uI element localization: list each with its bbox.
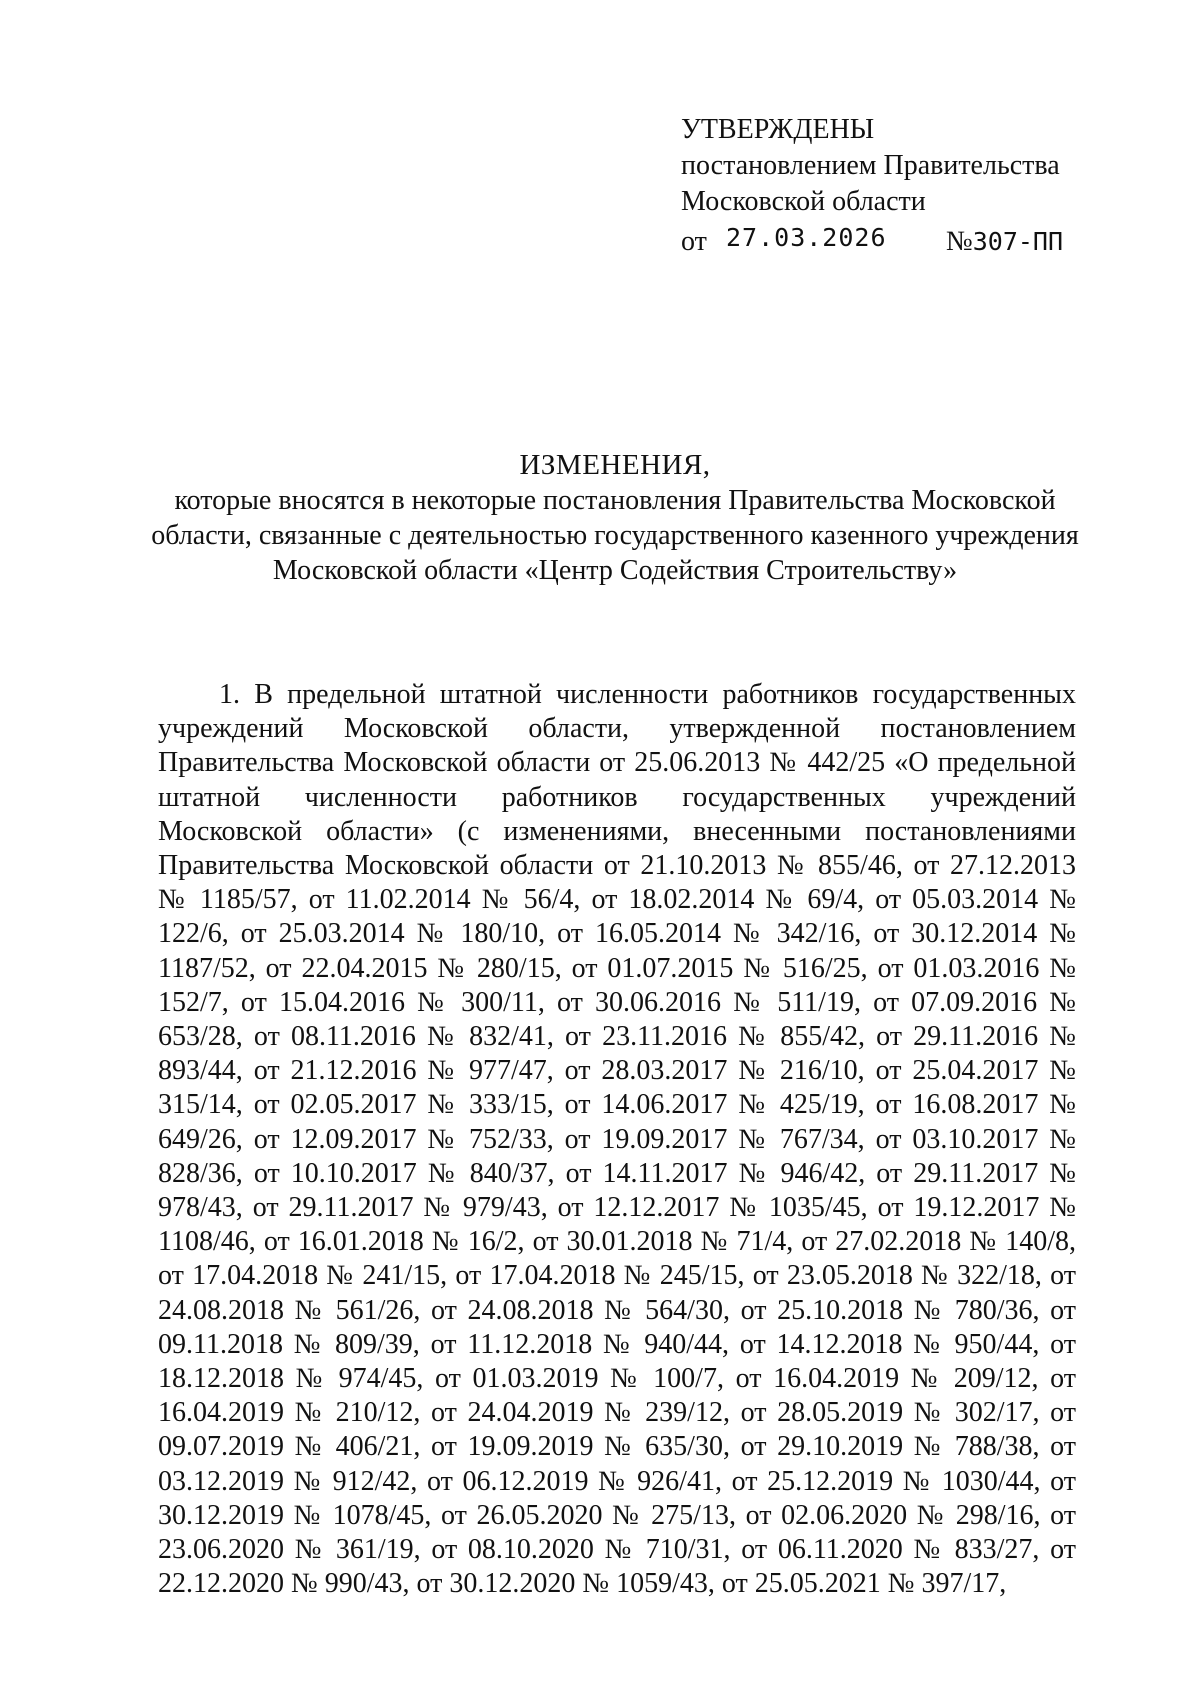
approval-line-2: Московской области (681, 186, 926, 217)
document-body (158, 678, 1076, 1601)
heading-subtitle: которые вносятся в некоторые постановления Правительства Московской области, связанные с деятельностью государственного казенного учреждения Московской области «Центр Содействия Строительству» (151, 485, 1079, 586)
approval-number-value: 307-ПП (972, 227, 1064, 256)
approval-number-sign: № (946, 226, 973, 257)
approval-block (681, 112, 1064, 260)
heading-title: ИЗМЕНЕНИЯ, (519, 449, 711, 481)
approval-line-1: постановлением Правительства (681, 150, 1060, 181)
document-heading (150, 448, 1080, 588)
approval-number (946, 224, 1063, 260)
approval-title: УТВЕРЖДЕНЫ (681, 114, 875, 145)
approval-date-row (681, 220, 1064, 260)
approval-date-prefix: от (681, 226, 707, 257)
approval-date: 27.03.2026 (726, 223, 887, 252)
paragraph-1: 1. В предельной штатной численности работников государственных учреждений Московской области, утвержденной постановлением Правительства Московской области от 25.06.2013 № 442/25 «О предельной штатной численности работников государственных учреждений Московской области» (с изменениями, внесенными постановлениями Правительства Московской области от 21.10.2013 № 855/46, от 27.12.2013 № 1185/57, от 11.02.2014 № 56/4, от 18.02.2014 № 69/4, от 05.03.2014 № 122/6, от 25.03.2014 № 180/10, от 16.05.2014 № 342/16, от 30.12.2014 № 1187/52, от 22.04.2015 № 280/15, от 01.07.2015 № 516/25, от 01.03.2016 № 152/7, от 15.04.2016 № 300/11, от 30.06.2016 № 511/19, от 07.09.2016 № 653/28, от 08.11.2016 № 832/41, от 23.11.2016 № 855/42, от 29.11.2016 № 893/44, от 21.12.2016 № 977/47, от 28.03.2017 № 216/10, от 25.04.2017 № 315/14, от 02.05.2017 № 333/15, от 14.06.2017 № 425/19, от 16.08.2017 № 649/26, от 12.09.2017 № 752/33, от 19.09.2017 № 767/34, от 03.10.2017 № 828/36, от 10.10.2017 № 840/37, от 14.11.2017 № 946/42, от 29.11.2017 № 978/43, от 29.11.2017 № 979/43, от 12.12.2017 № 1035/45, от 19.12.2017 № 1108/46, от 16.01.2018 № 16/2, от 30.01.2018 № 71/4, от 27.02.2018 № 140/8, от 17.04.2018 № 241/15, от 17.04.2018 № 245/15, от 23.05.2018 № 322/18, от 24.08.2018 № 561/26, от 24.08.2018 № 564/30, от 25.10.2018 № 780/36, от 09.11.2018 № 809/39, от 11.12.2018 № 940/44, от 14.12.2018 № 950/44, от 18.12.2018 № 974/45, от 01.03.2019 № 100/7, от 16.04.2019 № 209/12, от 16.04.2019 № 210/12, от 24.04.2019 № 239/12, от 28.05.2019 № 302/17, от 09.07.2019 № 406/21, от 19.09.2019 № 635/30, от 29.10.2019 № 788/38, от 03.12.2019 № 912/42, от 06.12.2019 № 926/41, от 25.12.2019 № 1030/44, от 30.12.2019 № 1078/45, от 26.05.2020 № 275/13, от 02.06.2020 № 298/16, от 23.06.2020 № 361/19, от 08.10.2020 № 710/31, от 06.11.2020 № 833/27, от 22.12.2020 № 990/43, от 30.12.2020 № 1059/43, от 25.05.2021 № 397/17, (158, 679, 1076, 1600)
